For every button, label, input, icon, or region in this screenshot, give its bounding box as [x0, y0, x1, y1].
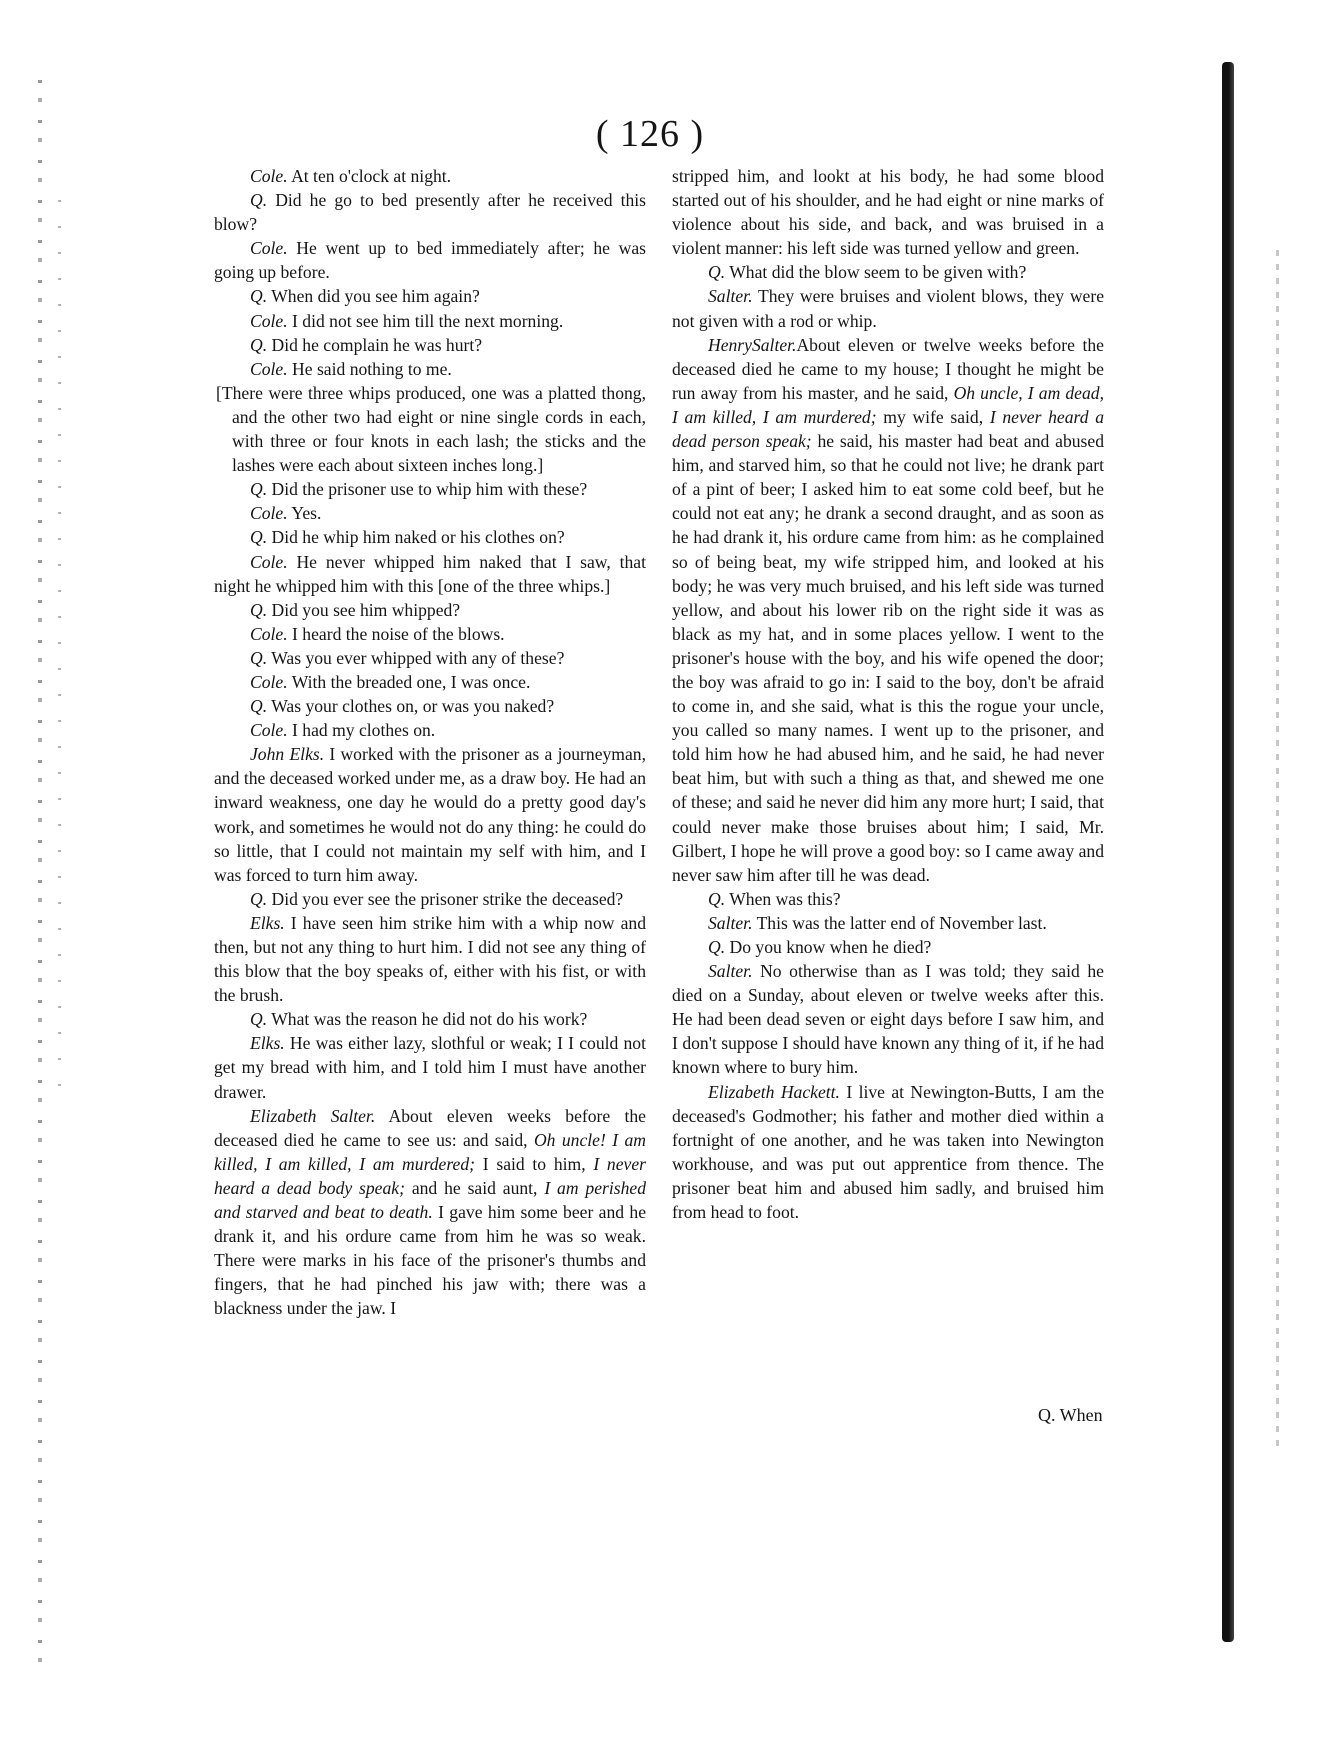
right-column — [672, 164, 1104, 1224]
speaker-label: Q. — [708, 937, 726, 957]
quoted-speech: I am perished and starved and beat to death. — [214, 1177, 647, 1223]
speaker-label: Q. — [250, 599, 268, 620]
paragraph-text: I have seen him strike him with a whip now and then, but not any thing to hurt him. I did not see any thing of this blow that the boy speaks of, either with his fist, or with the brush. — [214, 912, 646, 1006]
paragraph — [214, 670, 646, 694]
paragraph — [214, 694, 646, 718]
paragraph-text: Did you ever see the prisoner strike the deceased? — [267, 888, 624, 909]
paragraph-text: I said to him, — [475, 1153, 594, 1174]
paragraph-text: Do you know when he died? — [725, 937, 932, 957]
speaker-label: Q. — [250, 696, 268, 717]
paragraph-text: When did you see him again? — [267, 286, 480, 307]
paragraph — [214, 598, 646, 622]
paragraph-text: Did he complain he was hurt? — [267, 334, 483, 355]
paragraph — [672, 1080, 1104, 1225]
quoted-speech: I never heard a dead person speak; — [672, 406, 1105, 452]
paragraph — [214, 718, 646, 742]
speaker-label: Q. — [250, 527, 268, 548]
paragraph-text: About eleven or twelve weeks before the deceased died he came to my house; I thought he might be run away from his master, and he said, — [672, 334, 1104, 403]
paragraph-text: I had my clothes on. — [287, 720, 436, 741]
speaker-label: Cole. — [250, 238, 288, 259]
paragraph-text: I worked with the prisoner as a journeyman, and the deceased worked under me, as a draw boy. He had an inward weakness, one day he would do a pretty good day's work, and sometimes he would not do any thing: he could do so little, that I could not maintain my self with him, and I was forced to turn him away. — [214, 744, 646, 885]
paragraph — [214, 284, 646, 308]
speaker-label: Salter. — [708, 286, 753, 307]
scan-edge-left — [38, 80, 42, 1680]
paragraph — [214, 911, 646, 1007]
paragraph — [214, 477, 646, 501]
paragraph — [214, 887, 646, 911]
paragraph-text: He went up to bed immediately after; he was going up before. — [214, 238, 646, 283]
speaker-label: Q. — [250, 647, 268, 668]
speaker-label: Cole. — [250, 503, 288, 524]
paragraph — [214, 1104, 646, 1321]
paragraph-text: He never whipped him naked that I saw, that night he whipped him with this [one of the three whips.] — [214, 551, 646, 596]
paragraph-text: Was your clothes on, or was you naked? — [267, 696, 555, 717]
paragraph-text: What did the blow seem to be given with? — [725, 262, 1027, 283]
speaker-label: Q. — [250, 479, 268, 500]
paragraph-text: This was the latter end of November last. — [752, 912, 1047, 933]
quoted-speech: Oh uncle! I am killed, I am killed, I am murdered; — [214, 1129, 646, 1174]
speaker-label: Q. — [708, 262, 726, 283]
speaker-label: Cole. — [250, 551, 288, 572]
paragraph-text: When was this? — [725, 888, 841, 909]
paragraph — [214, 333, 646, 357]
quoted-speech: Oh uncle, I am dead, I am killed, I am murdered; — [672, 382, 1104, 427]
paragraph-text: I live at Newington-Butts, I am the deceased's Godmother; his father and mother died within a fortnight of one another, and he was taken into Newington workhouse, and was put out apprentice from thence. The prisoner beat him and abused him sadly, and bruised him from head to foot. — [672, 1081, 1104, 1223]
paragraph — [214, 646, 646, 670]
speaker-label: Cole. — [250, 166, 288, 186]
paragraph — [214, 236, 646, 284]
paragraph — [672, 887, 1104, 911]
paragraph — [214, 550, 646, 598]
speaker-label: John Elks. — [250, 744, 325, 765]
paragraph-text: What was the reason he did not do his work? — [267, 1009, 588, 1030]
paragraph-text: [There were three whips produced, one was a platted thong, and the other two had eight or nine single cords in each, with three or four knots in each lash; the sticks and the lashes were each about sixteen inches long.] — [216, 382, 646, 476]
paragraph-text: and he said aunt, — [404, 1177, 545, 1198]
paragraph — [672, 935, 1104, 959]
speaker-label: Q. — [250, 888, 268, 909]
speaker-label: Q. — [250, 1009, 268, 1030]
paragraph — [214, 381, 646, 477]
paragraph — [214, 1007, 646, 1031]
speaker-label: Q. — [250, 334, 268, 355]
paragraph-text: No otherwise than as I was told; they said he died on a Sunday, about eleven or twelve weeks after this. He had been dead seven or eight days before I saw him, and I don't suppose I should have known any thing of it, if he had known where to bury him. — [672, 961, 1104, 1078]
paragraph — [214, 357, 646, 381]
paragraph-text: Did he whip him naked or his clothes on? — [267, 527, 565, 548]
speaker-label: Q. — [250, 190, 268, 211]
paragraph-text: Was you ever whipped with any of these? — [267, 647, 565, 668]
catchword: Q. When — [1038, 1405, 1103, 1425]
paragraph — [672, 164, 1104, 260]
speaker-label: Elks. — [250, 1033, 285, 1054]
speaker-label: Cole. — [250, 623, 288, 644]
scan-edge-left-marks — [58, 200, 61, 1100]
paragraph-text: He said nothing to me. — [287, 358, 452, 379]
paragraph-text: he said, his master had beat and abused him, and starved him, so that he could not live; he drank part of a pint of beer; I asked him to eat some cold beef, but he could not eat any; he drank a second draught, and as soon as he had drank it, his ordure came from him: as he complained so of being beat, my wife stripped him, and looked at his body; he was very much bruised, and his left side was turned yellow, and about his lower rib on the right side it was as black as my hat, and in some places yellow. I went to the prisoner's house with the boy, and his wife opened the door; the boy was afraid to go in: I said to the boy, don't be afraid to come in, and she said, what is this the rogue your uncle, you called so many names. I went up to the prisoner, and told him how he had abused him, and he said, he had never beat him, but with such a thing as that, and shewed me one of these; and said he never did him any more hurt; I said, that could never make those bruises about him; I said, Mr. Gilbert, I hope he will prove a good boy: so I came away and never saw him after till he was dead. — [672, 431, 1104, 885]
paragraph-text: my wife said, — [876, 406, 990, 427]
paragraph — [214, 164, 646, 188]
paragraph-text: At ten o'clock at night. — [287, 166, 452, 186]
speaker-label: Q. — [708, 888, 726, 909]
paragraph — [672, 260, 1104, 284]
speaker-label: Cole. — [250, 720, 288, 741]
paragraph-text: They were bruises and violent blows, they were not given with a rod or whip. — [672, 286, 1104, 331]
paragraph-text: Did you see him whipped? — [267, 599, 461, 620]
paragraph-text: About eleven weeks before the deceased died he came to see us: and said, — [214, 1105, 646, 1150]
paragraph — [672, 333, 1104, 887]
paragraph — [214, 501, 646, 525]
paragraph — [672, 284, 1104, 332]
paragraph — [214, 309, 646, 333]
speaker-label: Cole. — [250, 671, 288, 692]
speaker-label: Elks. — [250, 912, 285, 933]
quoted-speech: I never heard a dead body speak; — [214, 1153, 647, 1198]
paragraph-text: He was either lazy, slothful or weak; I I could not get my bread with him, and I told him I must have another drawer. — [214, 1033, 646, 1102]
paragraph — [214, 1031, 646, 1103]
scan-edge-right-marks — [1276, 250, 1279, 1450]
paragraph-text: Did he go to bed presently after he received this blow? — [214, 190, 646, 235]
speaker-label: HenrySalter. — [708, 334, 797, 355]
speaker-label: Salter. — [708, 912, 753, 933]
paragraph-text: I heard the noise of the blows. — [287, 623, 505, 644]
speaker-label: Elizabeth Salter. — [250, 1105, 376, 1126]
paragraph — [214, 525, 646, 549]
speaker-label: Q. — [250, 286, 268, 307]
paragraph — [672, 911, 1104, 935]
speaker-label: Cole. — [250, 358, 288, 379]
speaker-label: Cole. — [250, 310, 288, 331]
speaker-label: Elizabeth Hackett. — [708, 1081, 840, 1102]
left-column — [214, 164, 646, 1321]
paragraph — [214, 622, 646, 646]
paragraph-text: I gave him some beer and he drank it, and his ordure came from him he was so weak. There were marks in his face of the prisoner's thumbs and fingers, that he had pinched his jaw with; there was a blackness under the jaw. I — [214, 1202, 646, 1319]
paragraph-text: Yes. — [287, 503, 322, 524]
paragraph-text: Did the prisoner use to whip him with these? — [267, 479, 588, 500]
paragraph-text: With the breaded one, I was once. — [287, 671, 531, 692]
paragraph — [214, 188, 646, 236]
scan-edge-right — [1222, 62, 1234, 1642]
paragraph-text: stripped him, and lookt at his body, he had some blood started out of his shoulder, and he had eight or nine marks of violence about his side, and back, and was bruised in a violent manner: his left side was turned yellow and green. — [672, 166, 1104, 259]
paragraph — [214, 742, 646, 887]
paragraph — [672, 959, 1104, 1079]
speaker-label: Salter. — [708, 961, 753, 982]
paragraph-text: I did not see him till the next morning. — [287, 310, 564, 331]
page-number: ( 126 ) — [595, 113, 705, 155]
